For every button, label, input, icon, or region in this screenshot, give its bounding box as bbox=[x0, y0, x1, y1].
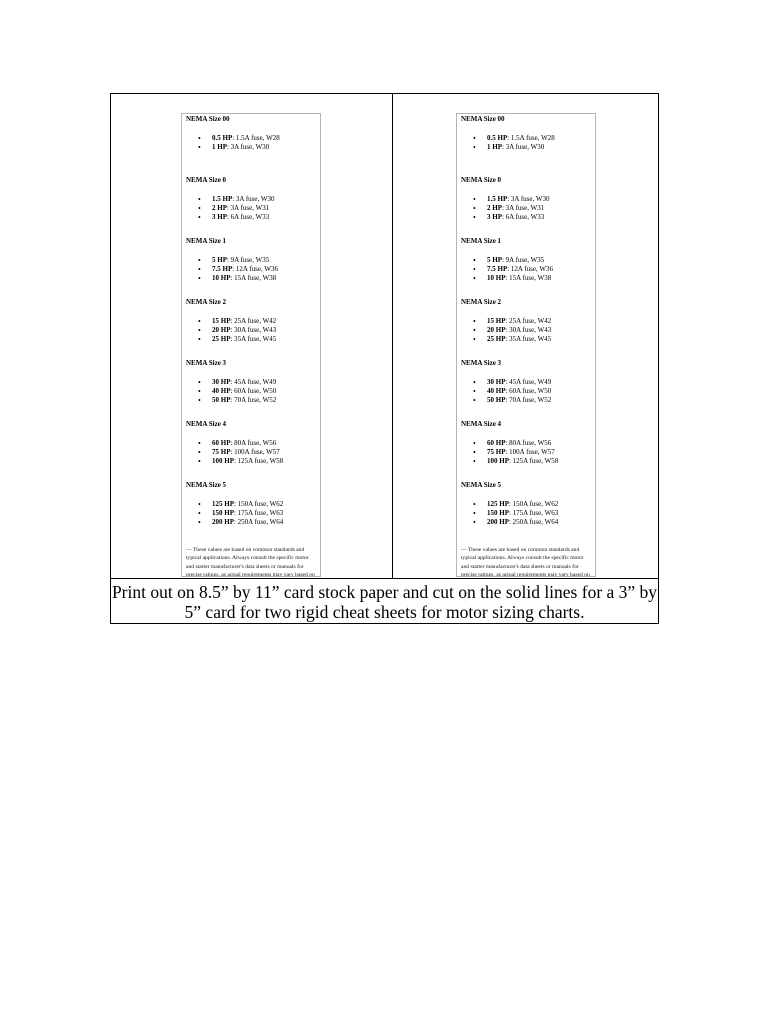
nema-size-heading: NEMA Size 2 bbox=[461, 298, 502, 306]
rating-item bbox=[198, 457, 320, 466]
horsepower-label: 200 HP bbox=[487, 518, 509, 526]
fuse-heater-spec: : 12A fuse, W36 bbox=[232, 265, 278, 273]
fuse-heater-spec: : 250A fuse, W64 bbox=[233, 518, 284, 526]
bullet-icon: • bbox=[198, 439, 201, 448]
rating-list bbox=[461, 439, 595, 481]
bullet-icon: • bbox=[473, 265, 476, 274]
rating-item bbox=[198, 509, 320, 518]
fuse-heater-spec: : 60A fuse, W50 bbox=[230, 387, 277, 395]
rating-item bbox=[473, 317, 595, 326]
bullet-icon: • bbox=[473, 387, 476, 396]
bullet-icon: • bbox=[198, 143, 201, 152]
rating-item bbox=[473, 213, 595, 222]
bullet-icon: • bbox=[473, 213, 476, 222]
nema-size-heading: NEMA Size 4 bbox=[461, 420, 502, 428]
horsepower-label: 5 HP bbox=[487, 256, 502, 264]
fuse-heater-spec: : 175A fuse, W63 bbox=[233, 509, 284, 517]
nema-size-heading: NEMA Size 0 bbox=[461, 176, 502, 184]
fuse-heater-spec: : 125A fuse, W58 bbox=[508, 457, 559, 465]
bullet-icon: • bbox=[473, 143, 476, 152]
rating-list bbox=[186, 195, 320, 237]
fuse-heater-spec: : 6A fuse, W33 bbox=[501, 213, 545, 221]
bullet-icon: • bbox=[198, 509, 201, 518]
fuse-heater-spec: : 250A fuse, W64 bbox=[508, 518, 559, 526]
fuse-heater-spec: : 25A fuse, W42 bbox=[505, 317, 552, 325]
horsepower-label: 30 HP bbox=[487, 378, 506, 386]
bullet-icon: • bbox=[473, 509, 476, 518]
bullet-icon: • bbox=[473, 195, 476, 204]
rating-item bbox=[473, 204, 595, 213]
nema-size-heading: NEMA Size 5 bbox=[186, 481, 227, 489]
nema-size-heading: NEMA Size 5 bbox=[461, 481, 502, 489]
horsepower-label: 7.5 HP bbox=[212, 265, 233, 273]
bullet-icon: • bbox=[473, 500, 476, 509]
horsepower-label: 100 HP bbox=[212, 457, 234, 465]
horsepower-label: 50 HP bbox=[212, 396, 231, 404]
horsepower-label: 3 HP bbox=[487, 213, 502, 221]
rating-item bbox=[473, 518, 595, 527]
rating-item bbox=[473, 134, 595, 143]
rating-list bbox=[186, 439, 320, 481]
rating-item bbox=[198, 204, 320, 213]
rating-item bbox=[473, 256, 595, 265]
fuse-heater-spec: : 80A fuse, W56 bbox=[505, 439, 552, 447]
rating-list bbox=[461, 378, 595, 420]
bullet-icon: • bbox=[473, 256, 476, 265]
fuse-heater-spec: : 12A fuse, W36 bbox=[507, 265, 553, 273]
rating-item bbox=[198, 439, 320, 448]
horsepower-label: 75 HP bbox=[487, 448, 506, 456]
rating-list bbox=[186, 256, 320, 298]
rating-item bbox=[473, 274, 595, 283]
rating-list bbox=[461, 195, 595, 237]
fuse-heater-spec: : 60A fuse, W50 bbox=[505, 387, 552, 395]
nema-size-heading: NEMA Size 3 bbox=[461, 359, 502, 367]
bullet-icon: • bbox=[473, 378, 476, 387]
horsepower-label: 100 HP bbox=[487, 457, 509, 465]
fuse-heater-spec: : 35A fuse, W45 bbox=[505, 335, 552, 343]
horsepower-label: 60 HP bbox=[212, 439, 231, 447]
rating-item bbox=[198, 134, 320, 143]
bullet-icon: • bbox=[473, 335, 476, 344]
fuse-heater-spec: : 3A fuse, W30 bbox=[226, 143, 270, 151]
fuse-heater-spec: : 3A fuse, W30 bbox=[232, 195, 275, 203]
nema-size-heading: NEMA Size 1 bbox=[186, 237, 227, 245]
bullet-icon: • bbox=[198, 204, 201, 213]
horsepower-label: 1 HP bbox=[212, 143, 227, 151]
horsepower-label: 20 HP bbox=[212, 326, 231, 334]
cheat-sheet-card bbox=[456, 113, 596, 577]
horsepower-label: 3 HP bbox=[212, 213, 227, 221]
fuse-heater-spec: : 9A fuse, W35 bbox=[226, 256, 270, 264]
bullet-icon: • bbox=[198, 518, 201, 527]
bullet-icon: • bbox=[473, 439, 476, 448]
rating-item bbox=[473, 500, 595, 509]
rating-list bbox=[186, 134, 320, 176]
fuse-heater-spec: : 150A fuse, W62 bbox=[508, 500, 559, 508]
rating-list bbox=[186, 378, 320, 420]
bullet-icon: • bbox=[198, 256, 201, 265]
horsepower-label: 2 HP bbox=[212, 204, 227, 212]
rating-item bbox=[198, 317, 320, 326]
fuse-heater-spec: : 100A fuse, W57 bbox=[230, 448, 280, 456]
horsepower-label: 25 HP bbox=[212, 335, 231, 343]
bullet-icon: • bbox=[198, 213, 201, 222]
horsepower-label: 0.5 HP bbox=[212, 134, 233, 142]
rating-item bbox=[473, 439, 595, 448]
rating-item bbox=[473, 457, 595, 466]
fuse-heater-spec: : 70A fuse, W52 bbox=[230, 396, 277, 404]
bullet-icon: • bbox=[198, 195, 201, 204]
nema-size-heading: NEMA Size 00 bbox=[461, 115, 505, 123]
fuse-heater-spec: : 45A fuse, W49 bbox=[230, 378, 277, 386]
rating-list bbox=[186, 500, 320, 542]
bullet-icon: • bbox=[198, 335, 201, 344]
bullet-icon: • bbox=[473, 396, 476, 405]
bullet-icon: • bbox=[473, 317, 476, 326]
horsepower-label: 1 HP bbox=[487, 143, 502, 151]
fuse-heater-spec: : 175A fuse, W63 bbox=[508, 509, 559, 517]
nema-size-heading: NEMA Size 4 bbox=[186, 420, 227, 428]
horsepower-label: 1.5 HP bbox=[487, 195, 508, 203]
rating-item bbox=[473, 378, 595, 387]
fuse-heater-spec: : 3A fuse, W31 bbox=[501, 204, 545, 212]
bullet-icon: • bbox=[198, 457, 201, 466]
fuse-heater-spec: : 1.5A fuse, W28 bbox=[232, 134, 280, 142]
rating-item bbox=[198, 265, 320, 274]
rating-item bbox=[198, 213, 320, 222]
horsepower-label: 20 HP bbox=[487, 326, 506, 334]
fuse-heater-spec: : 9A fuse, W35 bbox=[501, 256, 545, 264]
horsepower-label: 0.5 HP bbox=[487, 134, 508, 142]
fuse-heater-spec: : 150A fuse, W62 bbox=[233, 500, 284, 508]
left-card-cell bbox=[111, 94, 393, 578]
rating-item bbox=[473, 396, 595, 405]
fuse-heater-spec: : 25A fuse, W42 bbox=[230, 317, 277, 325]
nema-size-heading: NEMA Size 1 bbox=[461, 237, 502, 245]
rating-item bbox=[198, 143, 320, 152]
rating-item bbox=[198, 518, 320, 527]
bullet-icon: • bbox=[198, 378, 201, 387]
fuse-heater-spec: : 6A fuse, W33 bbox=[226, 213, 270, 221]
rating-item bbox=[473, 387, 595, 396]
bullet-icon: • bbox=[198, 317, 201, 326]
fuse-heater-spec: : 15A fuse, W38 bbox=[230, 274, 277, 282]
rating-item bbox=[473, 448, 595, 457]
rating-list bbox=[461, 500, 595, 542]
right-card-cell bbox=[393, 94, 658, 578]
rating-item bbox=[198, 387, 320, 396]
bullet-icon: • bbox=[473, 448, 476, 457]
horsepower-label: 5 HP bbox=[212, 256, 227, 264]
horsepower-label: 150 HP bbox=[487, 509, 509, 517]
horsepower-label: 40 HP bbox=[487, 387, 506, 395]
bullet-icon: • bbox=[198, 448, 201, 457]
fuse-heater-spec: : 3A fuse, W31 bbox=[226, 204, 270, 212]
rating-item bbox=[198, 396, 320, 405]
horsepower-label: 10 HP bbox=[487, 274, 506, 282]
rating-list bbox=[186, 317, 320, 359]
rating-item bbox=[473, 143, 595, 152]
horsepower-label: 125 HP bbox=[212, 500, 234, 508]
fuse-heater-spec: : 30A fuse, W43 bbox=[230, 326, 277, 334]
horsepower-label: 50 HP bbox=[487, 396, 506, 404]
rating-item bbox=[198, 448, 320, 457]
bullet-icon: • bbox=[198, 274, 201, 283]
fuse-heater-spec: : 35A fuse, W45 bbox=[230, 335, 277, 343]
horsepower-label: 125 HP bbox=[487, 500, 509, 508]
bullet-icon: • bbox=[473, 518, 476, 527]
horsepower-label: 30 HP bbox=[212, 378, 231, 386]
bullet-icon: • bbox=[198, 326, 201, 335]
bullet-icon: • bbox=[198, 387, 201, 396]
bullet-icon: • bbox=[198, 500, 201, 509]
rating-item bbox=[198, 256, 320, 265]
rating-item bbox=[473, 265, 595, 274]
fuse-heater-spec: : 1.5A fuse, W28 bbox=[507, 134, 555, 142]
horsepower-label: 7.5 HP bbox=[487, 265, 508, 273]
fuse-heater-spec: : 70A fuse, W52 bbox=[505, 396, 552, 404]
horsepower-label: 200 HP bbox=[212, 518, 234, 526]
fuse-heater-spec: : 45A fuse, W49 bbox=[505, 378, 552, 386]
fuse-heater-spec: : 80A fuse, W56 bbox=[230, 439, 277, 447]
bullet-icon: • bbox=[473, 457, 476, 466]
rating-item bbox=[198, 326, 320, 335]
nema-size-heading: NEMA Size 2 bbox=[186, 298, 227, 306]
bullet-icon: • bbox=[473, 326, 476, 335]
horsepower-label: 15 HP bbox=[212, 317, 231, 325]
fuse-heater-spec: : 125A fuse, W58 bbox=[233, 457, 284, 465]
horsepower-label: 75 HP bbox=[212, 448, 231, 456]
fuse-heater-spec: : 100A fuse, W57 bbox=[505, 448, 555, 456]
nema-size-heading: NEMA Size 3 bbox=[186, 359, 227, 367]
horsepower-label: 40 HP bbox=[212, 387, 231, 395]
horsepower-label: 25 HP bbox=[487, 335, 506, 343]
nema-size-heading: NEMA Size 00 bbox=[186, 115, 230, 123]
horsepower-label: 1.5 HP bbox=[212, 195, 233, 203]
rating-item bbox=[473, 335, 595, 344]
bullet-icon: • bbox=[198, 265, 201, 274]
print-instructions: Print out on 8.5” by 11” card stock paper and cut on the solid lines for a 3” by 5” card for two rigid cheat sheets for motor sizing charts. bbox=[111, 578, 658, 623]
horsepower-label: 15 HP bbox=[487, 317, 506, 325]
bullet-icon: • bbox=[198, 396, 201, 405]
horsepower-label: 150 HP bbox=[212, 509, 234, 517]
rating-item bbox=[473, 509, 595, 518]
rating-item bbox=[198, 335, 320, 344]
bullet-icon: • bbox=[198, 134, 201, 143]
rating-item bbox=[198, 500, 320, 509]
rating-item bbox=[198, 195, 320, 204]
fuse-heater-spec: : 3A fuse, W30 bbox=[507, 195, 550, 203]
horsepower-label: 60 HP bbox=[487, 439, 506, 447]
cheat-sheet-card bbox=[181, 113, 321, 577]
rating-item bbox=[198, 378, 320, 387]
cut-sheet-table bbox=[110, 93, 659, 624]
fuse-heater-spec: : 30A fuse, W43 bbox=[505, 326, 552, 334]
rating-item bbox=[198, 274, 320, 283]
disclaimer-note: — These values are based on common standards and typical applications. Always consult the specific motor and starter manufacturer's data sheets or manuals for precise ratings, as actual requirements may vary based on bbox=[186, 547, 315, 577]
fuse-heater-spec: : 3A fuse, W30 bbox=[501, 143, 545, 151]
fuse-heater-spec: : 15A fuse, W38 bbox=[505, 274, 552, 282]
bullet-icon: • bbox=[473, 274, 476, 283]
bullet-icon: • bbox=[473, 204, 476, 213]
nema-size-heading: NEMA Size 0 bbox=[186, 176, 227, 184]
rating-item bbox=[473, 195, 595, 204]
horsepower-label: 2 HP bbox=[487, 204, 502, 212]
horsepower-label: 10 HP bbox=[212, 274, 231, 282]
rating-item bbox=[473, 326, 595, 335]
rating-list bbox=[461, 134, 595, 176]
rating-list bbox=[461, 256, 595, 298]
disclaimer-note: — These values are based on common standards and typical applications. Always consult the specific motor and starter manufacturer's data sheets or manuals for precise ratings, as actual requirements may vary based on bbox=[461, 547, 590, 577]
bullet-icon: • bbox=[473, 134, 476, 143]
rating-list bbox=[461, 317, 595, 359]
